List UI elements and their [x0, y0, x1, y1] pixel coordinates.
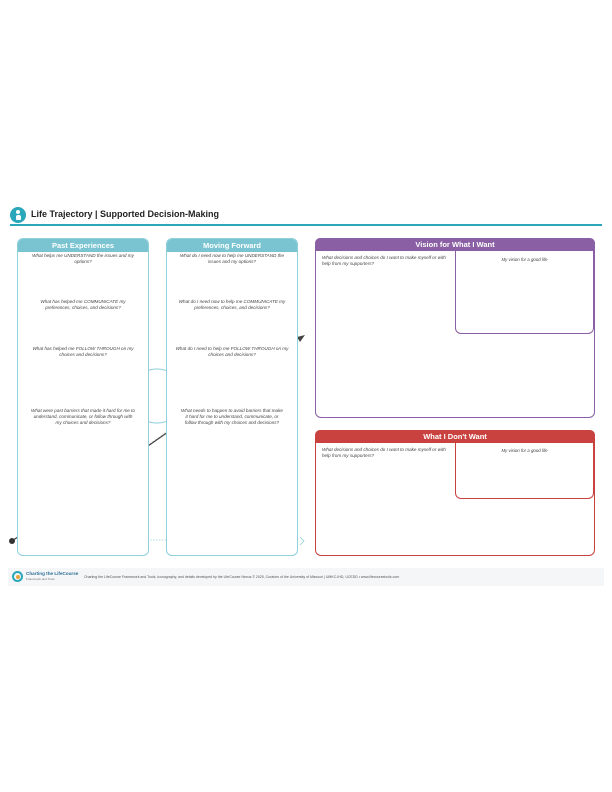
footer-brand-sub: Framework and Tools [26, 577, 55, 581]
forward-question-barriers: What needs to happen to avoid barriers that make it hard for me to understand, communicate, or follow through with my choices and decisions? [181, 408, 283, 425]
past-experiences-panel[interactable] [17, 238, 149, 556]
past-question-understand: What helps me UNDERSTAND the issues and my options? [32, 253, 134, 264]
vision-want-inner-label: My vision for a good life [501, 257, 548, 262]
dont-want-inner-label: My vision for a good life [501, 448, 548, 453]
past-experiences-title: Past Experiences [18, 239, 148, 252]
moving-forward-panel[interactable] [166, 238, 298, 556]
page-title: Life Trajectory | Supported Decision-Making [31, 209, 220, 219]
forward-question-follow-through: What do I need to help me FOLLOW THROUGH on my choices and decisions? [175, 346, 289, 357]
vision-want-question: What decisions and choices do I want to make myself or with help from my supporters? [322, 255, 446, 266]
moving-forward-title: Moving Forward [167, 239, 297, 252]
lifecourse-logo-dot [16, 575, 20, 579]
dont-want-panel[interactable] [315, 430, 595, 556]
forward-question-communicate: What do I need now to help me COMMUNICATE my preferences, choices, and decisions? [178, 299, 286, 310]
footer-copyright: Charting the LifeCourse Framework and Tools, iconography, and details developed by the LifeCourse Nexus © 2025, Curators of the University of Missouri | UMKC-IHD, UCEDD • www.lifecoursetools.com [84, 575, 400, 579]
dont-want-question: What decisions and choices do I want to make myself or with help from my supporters? [322, 447, 446, 458]
forward-question-understand: What do I need now to help me UNDERSTAND the issues and my options? [179, 253, 285, 264]
past-question-follow-through: What has helped me FOLLOW THROUGH on my choices and decisions? [32, 346, 134, 357]
past-question-communicate: What has helped me COMMUNICATE my preferences, choices, and decisions? [40, 299, 126, 310]
vision-want-panel[interactable] [315, 238, 595, 418]
dont-want-inner-box[interactable] [455, 443, 594, 499]
vision-want-title: Vision for What I Want [315, 238, 595, 251]
vision-want-inner-box[interactable] [455, 251, 594, 334]
dont-want-title: What I Don't Want [315, 430, 595, 443]
past-question-barriers: What were past barriers that made it hard for me to understand, communicate, or follow through with my choices and decisions? [31, 408, 135, 425]
footer-brand: Charting the LifeCourse [26, 571, 79, 576]
